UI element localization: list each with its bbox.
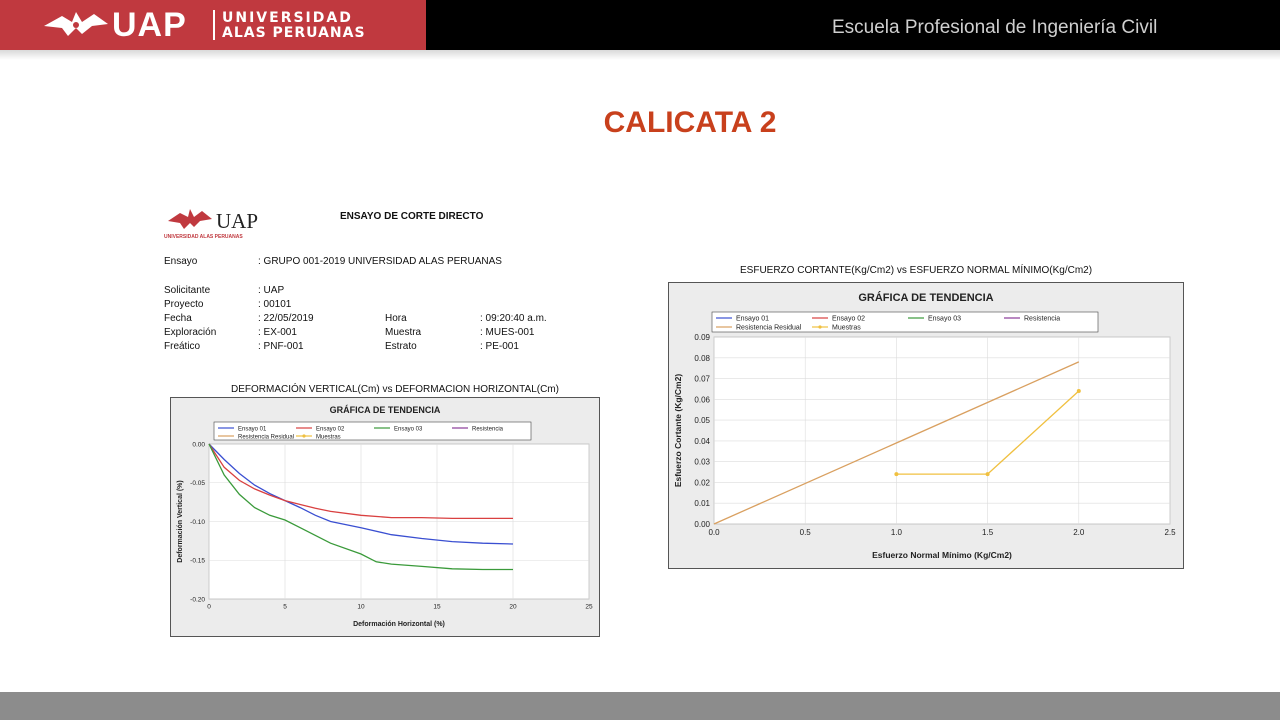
brand-line1: UNIVERSIDAD bbox=[222, 10, 353, 26]
label-hora: Hora bbox=[385, 313, 407, 324]
label-estrato: Estrato bbox=[385, 341, 417, 352]
chart2-point-muestras bbox=[1077, 389, 1081, 393]
value-freatico: : PNF-001 bbox=[258, 341, 304, 352]
label-proyecto: Proyecto bbox=[164, 299, 204, 310]
value-solicitante: : UAP bbox=[258, 285, 285, 296]
chart2-ytick: 0.00 bbox=[694, 520, 710, 529]
chart2-legend-label: Resistencia bbox=[1024, 315, 1061, 323]
label-fecha: Fecha bbox=[164, 313, 192, 324]
chart1-xtick: 15 bbox=[433, 603, 441, 611]
chart1-ytick: -0.15 bbox=[190, 557, 205, 565]
value-estrato: : PE-001 bbox=[480, 341, 519, 352]
label-solicitante: Solicitante bbox=[164, 285, 211, 296]
doc-logo-subtext: UNIVERSIDAD ALAS PERUANAS bbox=[164, 234, 243, 240]
chart2-ytick: 0.07 bbox=[694, 374, 710, 384]
chart2-xtick: 2.5 bbox=[1164, 528, 1176, 537]
chart2-plot-area bbox=[714, 337, 1170, 524]
chart1-ytick: -0.20 bbox=[190, 596, 205, 604]
chart1-xtick: 25 bbox=[585, 603, 593, 611]
chart1-title: DEFORMACIÓN VERTICAL(Cm) vs DEFORMACION HORIZONTAL(Cm) bbox=[231, 384, 559, 395]
doc-logo-icon bbox=[166, 207, 214, 233]
chart-deformation bbox=[170, 397, 600, 637]
chart2-xtick: 2.0 bbox=[1073, 528, 1085, 537]
brand-line2: ALAS PERUANAS bbox=[222, 25, 366, 41]
chart2-ytick: 0.01 bbox=[694, 499, 710, 509]
school-name: Escuela Profesional de Ingeniería Civil bbox=[832, 17, 1158, 38]
chart2-ytick: 0.08 bbox=[694, 353, 710, 363]
chart2-ytick: 0.04 bbox=[694, 436, 710, 446]
chart2-legend-label: Ensayo 01 bbox=[736, 315, 770, 323]
value-proyecto: : 00101 bbox=[258, 299, 292, 310]
value-muestra: : MUES-001 bbox=[480, 327, 535, 338]
chart2-point-muestras bbox=[894, 472, 898, 476]
chart1-legend-label: Resistencia bbox=[472, 426, 504, 433]
chart1-xtick: 20 bbox=[509, 603, 517, 611]
chart2-xtick: 0.0 bbox=[708, 528, 720, 537]
value-hora: : 09:20:40 a.m. bbox=[480, 313, 547, 324]
chart1-ytick: -0.05 bbox=[190, 480, 205, 487]
chart1-legend-label: Ensayo 03 bbox=[394, 426, 423, 433]
chart2-xtick: 1.0 bbox=[890, 528, 902, 537]
chart2-ylabel: Esfuerzo Cortante (Kg/Cm2) bbox=[673, 373, 683, 488]
label-exploracion: Exploración bbox=[164, 327, 217, 338]
chart1-ylabel: Deformación Vertical (%) bbox=[177, 480, 184, 563]
chart2-ytick: 0.06 bbox=[694, 395, 710, 405]
chart1-ytick: -0.10 bbox=[190, 518, 205, 526]
chart1-subtitle: GRÁFICA DE TENDENCIA bbox=[329, 405, 441, 415]
chart1-legend-label: Resistencia Residual bbox=[238, 434, 295, 441]
header-bar bbox=[0, 0, 1280, 50]
chart1-legend-label: Ensayo 02 bbox=[316, 426, 345, 433]
chart2-legend-label: Resistencia Residual bbox=[736, 324, 802, 332]
header-shadow bbox=[0, 50, 1280, 60]
chart1-ytick: 0.00 bbox=[192, 441, 205, 449]
chart2-xlabel: Esfuerzo Normal Mínimo (Kg/Cm2) bbox=[872, 550, 1012, 560]
chart2-legend-marker bbox=[818, 325, 821, 328]
chart-shear-stress bbox=[668, 282, 1184, 569]
doc-logo-text: UAP bbox=[216, 209, 259, 233]
chart2-title: ESFUERZO CORTANTE(Kg/Cm2) vs ESFUERZO NORMAL MÍNIMO(Kg/Cm2) bbox=[740, 265, 1093, 276]
chart2-ytick: 0.03 bbox=[694, 457, 710, 467]
chart1-legend-label: Ensayo 01 bbox=[238, 426, 267, 433]
chart1-legend-marker bbox=[302, 434, 305, 437]
university-brand bbox=[0, 0, 426, 50]
brand-uap: UAP bbox=[112, 6, 187, 44]
chart1-legend-label: Muestras bbox=[316, 434, 341, 441]
label-muestra: Muestra bbox=[385, 327, 422, 338]
slide-title: CALICATA 2 bbox=[603, 106, 777, 139]
chart1-xlabel: Deformación Horizontal (%) bbox=[353, 621, 445, 628]
value-exploracion: : EX-001 bbox=[258, 327, 297, 338]
value-ensayo: : GRUPO 001-2019 UNIVERSIDAD ALAS PERUANAS bbox=[258, 256, 502, 267]
chart1-xtick: 5 bbox=[283, 603, 287, 611]
chart2-xtick: 0.5 bbox=[799, 528, 811, 537]
chart2-ytick: 0.05 bbox=[694, 416, 710, 426]
label-freatico: Freático bbox=[164, 341, 201, 352]
footer-bar bbox=[0, 692, 1280, 720]
chart2-legend-label: Ensayo 03 bbox=[928, 315, 962, 323]
chart2-legend-label: Muestras bbox=[832, 324, 861, 332]
chart1-xtick: 0 bbox=[207, 603, 211, 611]
chart2-xtick: 1.5 bbox=[982, 528, 994, 537]
value-fecha: : 22/05/2019 bbox=[258, 313, 314, 324]
winged-logo-icon bbox=[42, 8, 110, 42]
chart2-subtitle: GRÁFICA DE TENDENCIA bbox=[858, 292, 994, 304]
label-ensayo: Ensayo bbox=[164, 256, 198, 267]
document-title: ENSAYO DE CORTE DIRECTO bbox=[340, 211, 484, 222]
chart2-legend-label: Ensayo 02 bbox=[832, 315, 866, 323]
chart2-ytick: 0.09 bbox=[694, 333, 710, 342]
chart1-xtick: 10 bbox=[357, 603, 365, 611]
chart2-point-muestras bbox=[986, 472, 990, 476]
chart2-ytick: 0.02 bbox=[694, 478, 710, 488]
brand-divider bbox=[213, 10, 215, 40]
